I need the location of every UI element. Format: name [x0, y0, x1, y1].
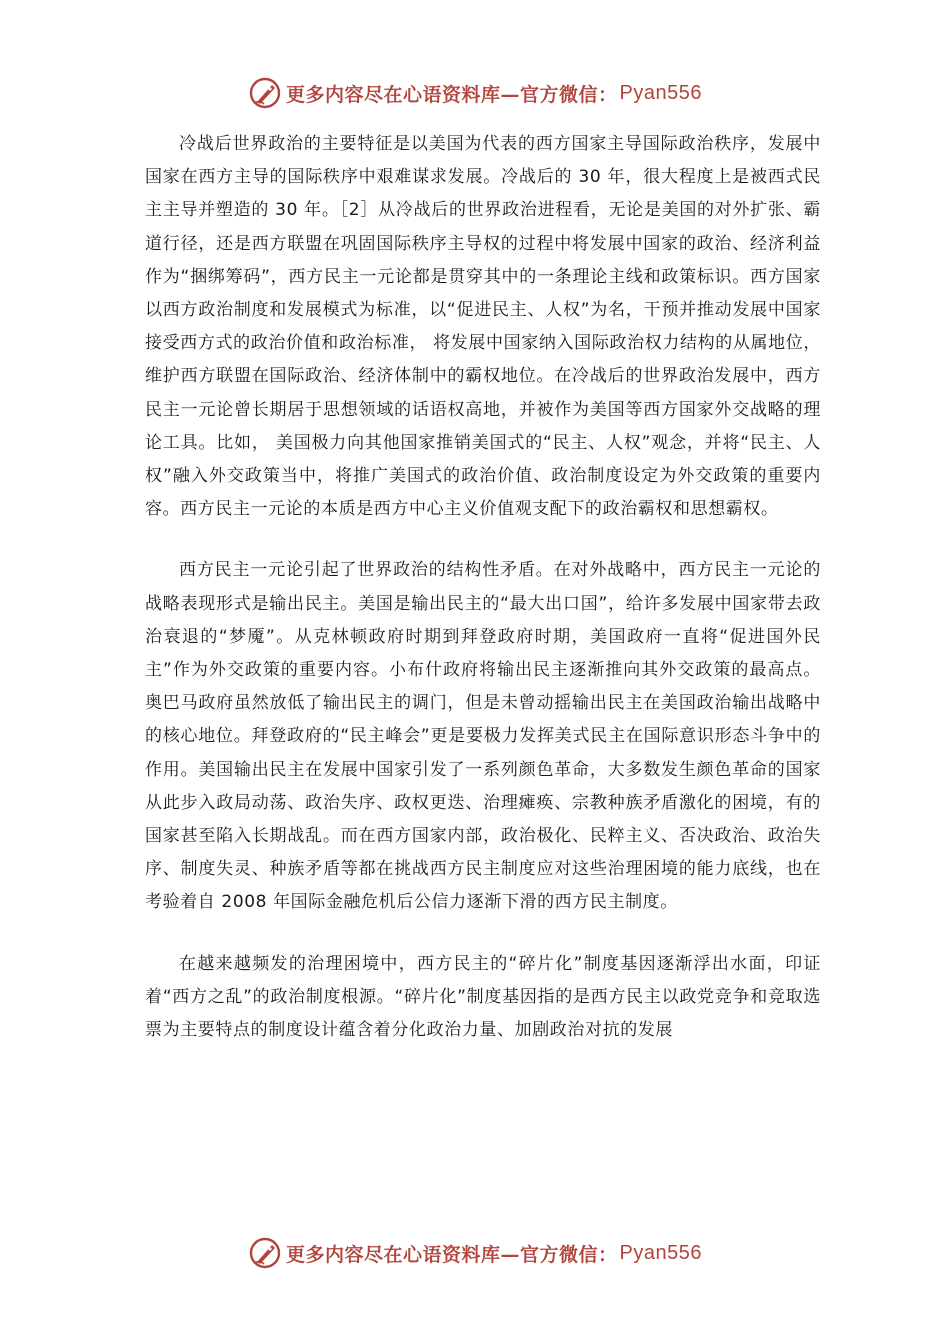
banner-text: 更多内容尽在心语资料库—官方微信： — [286, 83, 618, 106]
pen-nib-logo-icon — [248, 76, 282, 110]
banner-text: 更多内容尽在心语资料库—官方微信： — [286, 1243, 618, 1266]
bottom-watermark-banner — [0, 1233, 950, 1273]
banner-wechat-account: Pyan556 — [619, 81, 702, 104]
banner-wechat-account: Pyan556 — [619, 1241, 702, 1264]
paragraph-3: 在越来越频发的治理困境中，西方民主的“碎片化”制度基因逐渐浮出水面，印证着“西方之乱”的政治制度根源。“碎片化”制度基因指的是西方民主以政党竞争和竞取选票为主要特点的制度设计蕴含着分化政治力量、加剧政治对抗的发展 — [145, 953, 821, 1041]
document-body — [145, 128, 821, 1075]
top-watermark-banner — [0, 73, 950, 113]
pen-nib-logo-icon — [248, 1236, 282, 1270]
paragraph-1: 冷战后世界政治的主要特征是以美国为代表的西方国家主导国际政治秩序，发展中国家在西方主导的国际秩序中艰难谋求发展。冷战后的 30 年，很大程度上是被西式民主主导并塑造的 30 年。［2］从冷战后的世界政治进程看，无论是美国的对外扩张、霸道行径，还是西方联盟在巩固国际秩序主导权的过程中将发展中国家的政治、经济利益作为“捆绑筹码”，西方民主一元论都是贯穿其中的一条理论主线和政策标识。西方国家以西方政治制度和发展模式为标准，以“促进民主、人权”为名，干预并推动发展中国家接受西方式的政治价值和政治标准， 将发展中国家纳入国际政治权力结构的从属地位，维护西方联盟在国际政治、经济体制中的霸权地位。在冷战后的世界政治发展中，西方民主一元论曾长期居于思想领域的话语权高地，并被作为美国等西方国家外交战略的理论工具。比如， 美国极力向其他国家推销美国式的“民主、人权”观念，并将“民主、人权”融入外交政策当中，将推广美国式的政治价值、政治制度设定为外交政策的重要内容。西方民主一元论的本质是西方中心主义价值观支配下的政治霸权和思想霸权。 — [145, 134, 821, 520]
paragraph-2: 西方民主一元论引起了世界政治的结构性矛盾。在对外战略中，西方民主一元论的战略表现形式是输出民主。美国是输出民主的“最大出口国”，给许多发展中国家带去政治衰退的“梦魇”。从克林顿政府时期到拜登政府时期，美国政府一直将“促进国外民主”作为外交政策的重要内容。小布什政府将输出民主逐渐推向其外交政策的最高点。奥巴马政府虽然放低了输出民主的调门，但是未曾动摇输出民主在美国政治输出战略中的核心地位。拜登政府的“民主峰会”更是要极力发挥美式民主在国际意识形态斗争中的作用。美国输出民主在发展中国家引发了一系列颜色革命，大多数发生颜色革命的国家从此步入政局动荡、政治失序、政权更迭、治理瘫痪、宗教种族矛盾激化的困境，有的国家甚至陷入长期战乱。而在西方国家内部，政治极化、民粹主义、否决政治、政治失序、制度失灵、种族矛盾等都在挑战西方民主制度应对这些治理困境的能力底线，也在考验着自 2008 年国际金融危机后公信力逐渐下滑的西方民主制度。 — [145, 560, 821, 913]
